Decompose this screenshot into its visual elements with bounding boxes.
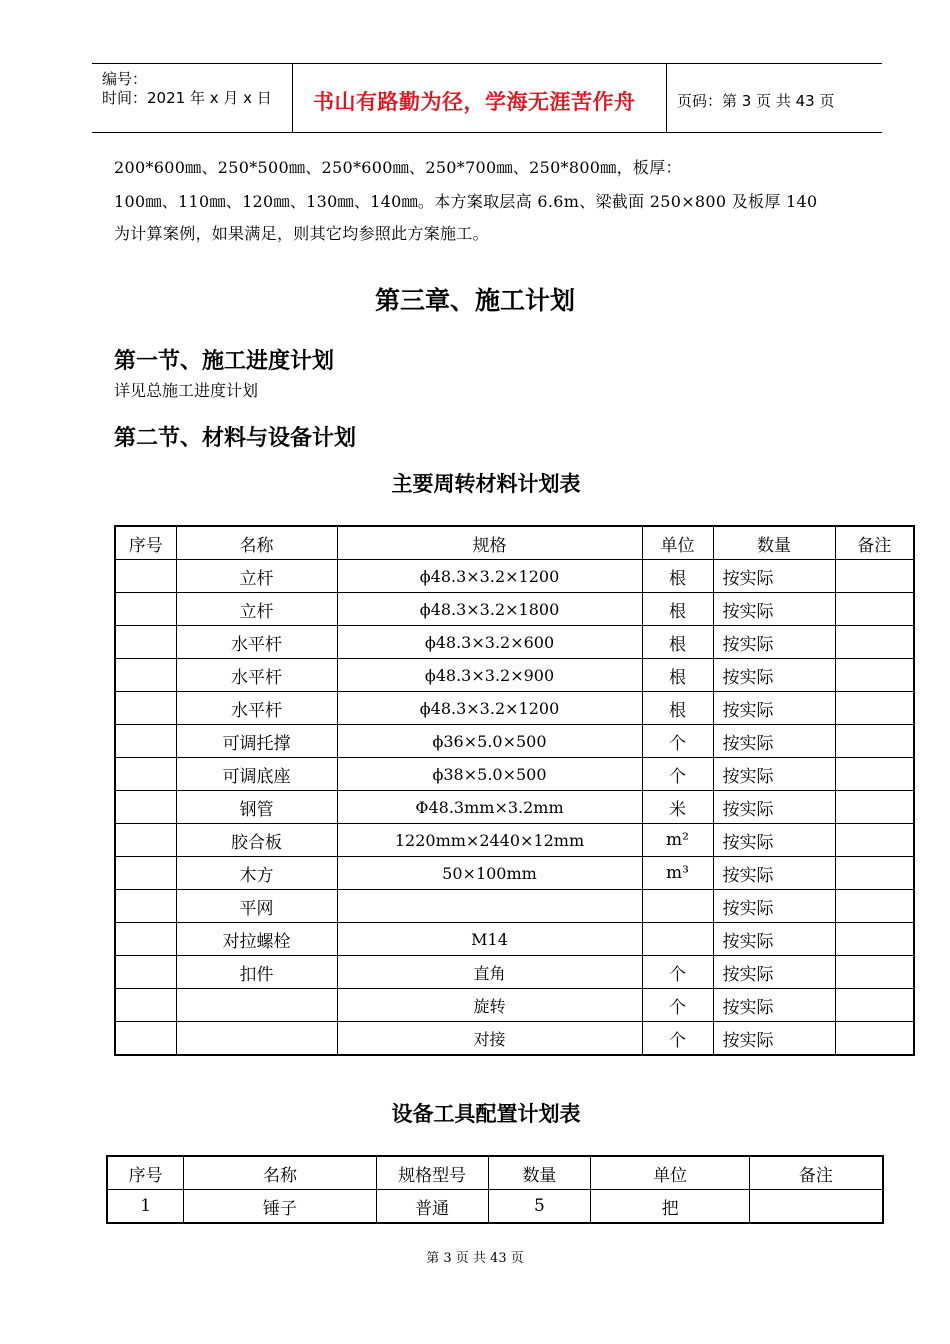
table-cell: 个: [642, 758, 713, 791]
table-cell: [337, 890, 642, 923]
table-cell: [835, 692, 914, 725]
table-cell: 可调底座: [176, 758, 337, 791]
table-cell: 个: [642, 956, 713, 989]
section-1-text: 详见总施工进度计划: [114, 381, 259, 400]
table-cell: 旋转: [337, 989, 642, 1022]
document-time-label: 时间：2021 年 x 月 x 日: [102, 89, 272, 107]
table-cell: [835, 989, 914, 1022]
table-row: [115, 923, 914, 956]
table-cell: 按实际: [713, 593, 835, 626]
table-cell: ϕ48.3×3.2×1200: [337, 560, 642, 593]
table-cell: [835, 725, 914, 758]
table-cell: 5: [488, 1190, 591, 1224]
table-cell: 按实际: [713, 659, 835, 692]
table-cell: 水平杆: [176, 659, 337, 692]
header-motto: 书山有路勤为径，学海无涯苦作舟: [313, 90, 636, 114]
table-cell: [115, 824, 176, 857]
body-text-line-1: 200*600㎜、250*500㎜、250*600㎜、250*700㎜、250*800㎜，板厚：: [114, 158, 682, 177]
materials-table-header-row: [115, 526, 914, 560]
materials-table-body: [115, 560, 914, 1056]
table-cell: 对拉螺栓: [176, 923, 337, 956]
table-cell: 根: [642, 593, 713, 626]
table-cell: 平网: [176, 890, 337, 923]
table-cell: 立杆: [176, 560, 337, 593]
table-cell: [835, 659, 914, 692]
table-cell: 普通: [376, 1190, 488, 1224]
header-page-cell: [667, 64, 882, 132]
table-row: [115, 824, 914, 857]
header-meta-cell: [92, 64, 293, 132]
table-cell: 按实际: [713, 791, 835, 824]
table-cell: 水平杆: [176, 626, 337, 659]
header-cell-unit: 单位: [642, 526, 713, 560]
header-cell-quantity: 数量: [713, 526, 835, 560]
table-cell: ϕ48.3×3.2×1200: [337, 692, 642, 725]
table-cell: 米: [642, 791, 713, 824]
table-cell: [835, 890, 914, 923]
table-cell: [115, 560, 176, 593]
table-cell: [115, 956, 176, 989]
table-cell: 锤子: [184, 1190, 376, 1224]
header-cell-spec: 规格: [337, 526, 642, 560]
table-cell: 按实际: [713, 956, 835, 989]
body-text-line-2: 100㎜、110㎜、120㎜、130㎜、140㎜。本方案取层高 6.6m、梁截面 250×800 及板厚 140: [114, 192, 818, 211]
table-cell: 按实际: [713, 758, 835, 791]
equipment-table-body: [107, 1190, 883, 1224]
table-row: [115, 956, 914, 989]
table-cell: [749, 1190, 883, 1224]
equipment-table-header-row: [107, 1156, 883, 1190]
table-cell: ϕ48.3×3.2×900: [337, 659, 642, 692]
table-cell: 个: [642, 725, 713, 758]
table-cell: 按实际: [713, 857, 835, 890]
table-cell: 胶合板: [176, 824, 337, 857]
table-row: [115, 989, 914, 1022]
materials-table-title: 主要周转材料计划表: [391, 472, 581, 496]
table-cell: 立杆: [176, 593, 337, 626]
header-motto-cell: [293, 64, 667, 132]
table-row: [115, 560, 914, 593]
equipment-table: [106, 1155, 884, 1224]
table-cell: 根: [642, 560, 713, 593]
table-row: [115, 593, 914, 626]
header-cell-remark: 备注: [749, 1156, 883, 1190]
section-2-heading: 第二节、材料与设备计划: [114, 426, 357, 451]
header-cell-model: 规格型号: [376, 1156, 488, 1190]
table-cell: 按实际: [713, 626, 835, 659]
table-cell: 按实际: [713, 1022, 835, 1056]
header-cell-unit: 单位: [591, 1156, 750, 1190]
table-cell: 直角: [337, 956, 642, 989]
table-cell: 木方: [176, 857, 337, 890]
page-footer: 第 3 页 共 43 页: [426, 1251, 524, 1266]
header-cell-quantity: 数量: [488, 1156, 591, 1190]
header-cell-name: 名称: [176, 526, 337, 560]
table-row: [115, 659, 914, 692]
table-cell: Φ48.3mm×3.2mm: [337, 791, 642, 824]
table-cell: [176, 1022, 337, 1056]
table-cell: 按实际: [713, 824, 835, 857]
table-cell: [835, 923, 914, 956]
table-cell: [115, 857, 176, 890]
table-row: [115, 1022, 914, 1056]
table-row: [115, 857, 914, 890]
table-cell: 1: [107, 1190, 184, 1224]
body-text-line-3: 为计算案例，如果满足，则其它均参照此方案施工。: [114, 224, 489, 243]
table-cell: [835, 824, 914, 857]
table-cell: [115, 890, 176, 923]
table-cell: [642, 923, 713, 956]
header-cell-index: 序号: [115, 526, 176, 560]
header-cell-name: 名称: [184, 1156, 376, 1190]
section-1-heading: 第一节、施工进度计划: [114, 349, 335, 374]
table-row: [115, 626, 914, 659]
materials-table: [114, 525, 915, 1056]
table-cell: m³: [642, 857, 713, 890]
table-row: [115, 791, 914, 824]
document-number-label: 编号：: [102, 70, 148, 88]
table-cell: m²: [642, 824, 713, 857]
table-cell: 个: [642, 989, 713, 1022]
table-cell: 按实际: [713, 560, 835, 593]
table-cell: [835, 1022, 914, 1056]
table-cell: [115, 791, 176, 824]
table-row: [107, 1190, 883, 1224]
table-row: [115, 725, 914, 758]
table-cell: [176, 989, 337, 1022]
chapter-heading: 第三章、施工计划: [374, 286, 575, 315]
table-cell: 水平杆: [176, 692, 337, 725]
table-cell: [835, 560, 914, 593]
table-cell: [642, 890, 713, 923]
table-cell: [835, 758, 914, 791]
table-cell: 把: [591, 1190, 750, 1224]
header-page-info: 页码：第 3 页 共 43 页: [677, 92, 835, 110]
table-cell: 可调托撑: [176, 725, 337, 758]
table-cell: 按实际: [713, 923, 835, 956]
table-cell: [115, 659, 176, 692]
table-cell: [835, 626, 914, 659]
table-cell: [835, 791, 914, 824]
table-cell: [115, 923, 176, 956]
table-cell: ϕ36×5.0×500: [337, 725, 642, 758]
table-cell: 1220mm×2440×12mm: [337, 824, 642, 857]
table-row: [115, 692, 914, 725]
table-cell: ϕ48.3×3.2×1800: [337, 593, 642, 626]
table-cell: 50×100mm: [337, 857, 642, 890]
equipment-table-title: 设备工具配置计划表: [391, 1102, 581, 1126]
table-cell: [115, 692, 176, 725]
table-cell: ϕ38×5.0×500: [337, 758, 642, 791]
table-cell: [115, 593, 176, 626]
table-cell: [115, 989, 176, 1022]
header-cell-remark: 备注: [835, 526, 914, 560]
table-cell: [115, 758, 176, 791]
table-cell: 对接: [337, 1022, 642, 1056]
table-cell: 按实际: [713, 989, 835, 1022]
table-cell: [115, 1022, 176, 1056]
table-cell: [835, 956, 914, 989]
table-cell: 钢管: [176, 791, 337, 824]
table-cell: [115, 626, 176, 659]
table-cell: 根: [642, 626, 713, 659]
table-row: [115, 758, 914, 791]
table-cell: [835, 857, 914, 890]
table-cell: 按实际: [713, 890, 835, 923]
table-cell: 扣件: [176, 956, 337, 989]
table-cell: ϕ48.3×3.2×600: [337, 626, 642, 659]
table-cell: 按实际: [713, 725, 835, 758]
table-cell: [835, 593, 914, 626]
header-cell-index: 序号: [107, 1156, 184, 1190]
table-cell: 按实际: [713, 692, 835, 725]
page-header: [92, 63, 882, 133]
table-cell: [115, 725, 176, 758]
table-cell: 个: [642, 1022, 713, 1056]
table-row: [115, 890, 914, 923]
table-cell: 根: [642, 692, 713, 725]
table-cell: 根: [642, 659, 713, 692]
table-cell: M14: [337, 923, 642, 956]
